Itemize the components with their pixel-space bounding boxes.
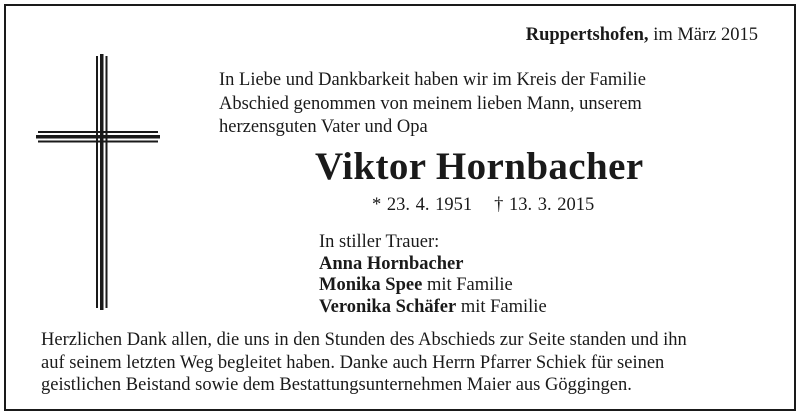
birth-date: * 23. 4. 1951: [372, 195, 473, 215]
place-date: [526, 25, 758, 46]
date: im März 2015: [653, 25, 758, 45]
thanks-line: geistlichen Beistand sowie dem Bestattungsunternehmen Maier aus Göggingen.: [41, 375, 632, 395]
mourner-row: [319, 297, 547, 319]
intro-line: Abschied genommen von meinem lieben Mann, unserem: [219, 93, 642, 114]
mourners-heading: In stiller Trauer:: [319, 232, 440, 252]
mourner-row: [319, 254, 547, 276]
mourner-row: [319, 275, 547, 297]
intro-line: In Liebe und Dankbarkeit haben wir im Kreis der Familie: [219, 70, 646, 90]
mourner-suffix: mit Familie: [426, 275, 513, 295]
mourner-name: Anna Hornbacher: [319, 253, 464, 274]
life-dates: [372, 195, 594, 216]
thanks-line: auf seinem letzten Weg begleitet haben. Danke auch Herrn Pfarrer Schiek für seinen: [41, 352, 665, 373]
intro-line: herzensguten Vater und Opa: [219, 117, 428, 137]
thanks-text: [41, 329, 781, 397]
death-date: † 13. 3. 2015: [494, 195, 595, 215]
mourner-suffix: mit Familie: [460, 296, 547, 317]
obituary-notice: [4, 4, 796, 411]
thanks-line: Herzlichen Dank allen, die uns in den Stunden des Abschieds zur Seite standen und ihn: [41, 330, 687, 350]
mourner-name: Monika Spee: [319, 275, 423, 295]
intro-text: [219, 69, 759, 140]
mourner-name: Veronika Schäfer: [319, 296, 457, 317]
place: Ruppertshofen,: [525, 25, 649, 45]
deceased-name: Viktor Hornbacher: [315, 145, 644, 188]
mourners-block: [319, 232, 547, 318]
cross-icon: [6, 6, 206, 326]
